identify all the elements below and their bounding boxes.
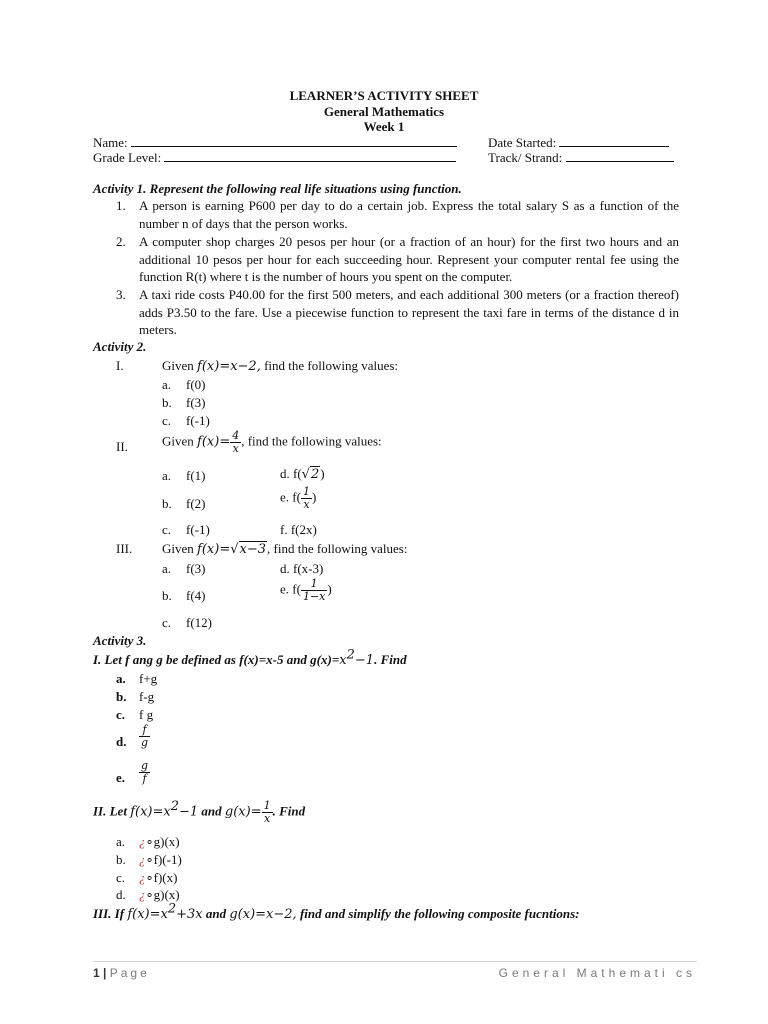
activity1-item-3-text: A taxi ride costs P40.00 for the first 500 meters, and each additional 300 meters (or a fraction thereof) adds P3.50 to the fare. Use a piecewise function to represent the taxi fare in terms of the distance d in meters. [139,287,679,337]
a2-p2-item-d: d. f(√2) [280,466,325,482]
a3-p2-item-a: ¿∘g)(x) [139,834,180,849]
a2-p1-letter-b: b. [162,395,172,410]
a2-part3-line: Given f(x)=√x−3, find the following values: [162,541,408,557]
a3-part1-line: I. Let f ang g be defined as f(x)=x-5 and $g(x)=x^2-1$. Find [93,647,407,668]
subject-title: General Mathematics [323,104,445,119]
a2-p2-letter-c: c. [162,522,172,537]
a2-p2-letter-b: b. [162,496,172,511]
a3-p1-item-e: $\frac{g}{f}$ [141,759,149,785]
a3-part3-line: III. If $f(x)=x^2+3x$ and g(x)=x−2, find and simplify the following composite fucntions: [93,901,580,922]
activity1-item-3-num: 3. [116,287,126,302]
footer-subject: General Mathemati cs [498,966,696,980]
a3-p1-item-d: $\frac{f}{g}$ [141,723,149,749]
footer-page-number: 1 | Page [93,966,150,980]
a2-p3-item-b: f(4) [186,588,206,603]
sqrt-symbol: √2 [301,467,320,482]
a2-p1-item-b: f(3) [186,395,206,410]
a3-p2-letter-d: d. [116,887,126,902]
a2-part3-roman: III. [116,541,133,556]
a2-p3-item-c: f(12) [186,615,212,630]
a2-p2-item-e: e. f( $\frac{1}{x}$ ) [280,485,317,511]
grade-blank[interactable] [164,150,456,162]
a3-p1-letter-e: e. [116,770,126,785]
a2-p3-letter-a: a. [162,561,172,576]
track-label: Track/ Strand: [488,150,563,165]
a2-p1-letter-a: a. [162,377,172,392]
a2-p3-letter-c: c. [162,615,172,630]
a2-p2-item-b: f(2) [186,496,206,511]
a2-part2-fraction: $\frac{4}{x}$ [232,429,240,455]
a2-p2-item-a: f(1) [186,468,206,483]
grade-label: Grade Level: [93,150,162,165]
a2-p2-letter-a: a. [162,468,172,483]
activity1-item-2-num: 2. [116,234,126,249]
activity2-heading: Activity 2. [93,339,147,354]
date-label: Date Started: [488,135,557,150]
a2-p2-item-c: f(-1) [186,522,210,537]
a3-p1-item-b: f-g [139,689,155,704]
name-label: Name: [93,135,128,150]
name-blank[interactable] [131,135,457,147]
name-field [93,135,457,151]
a3-p1-letter-a: a. [116,671,126,686]
a2-p1-letter-c: c. [162,413,172,428]
a2-p3-item-d: d. f(x-3) [280,561,324,576]
a2-p3-item-a: f(3) [186,561,206,576]
a2-part1-function: f(x)=x−2, [197,359,261,374]
a2-part2-roman: II. [116,439,128,454]
a2-part2-line: Given f(x)= $\frac{4}{x}$ , find the following values: [162,429,382,455]
activity1-heading: Activity 1. Represent the following real life situations using function. [93,181,462,196]
a3-p2-item-b: ¿∘f)(-1) [139,852,182,867]
date-field [488,135,669,151]
a2-p1-item-a: f(0) [186,377,206,392]
a2-p3-letter-b: b. [162,588,172,603]
date-blank[interactable] [559,135,669,147]
a3-p1-letter-b: b. [116,689,127,704]
track-blank[interactable] [566,150,674,162]
a2-part1-roman: I. [116,358,124,373]
a3-p2-letter-a: a. [116,834,126,849]
a2-part1-line: Given f(x)=x−2, find the following values: [162,358,399,374]
a3-p1-letter-c: c. [116,707,126,722]
a3-p1-item-a: f+g [139,671,158,686]
a2-p1-item-c: f(-1) [186,413,210,428]
a3-p2-letter-c: c. [116,870,126,885]
footer-divider [93,961,697,962]
activity1-item-2-text: A computer shop charges 20 pesos per hour (or a fraction of an hour) for the first two hours and an additional 10 pesos per hour for each succeeding hour. Represent your computer rental fee using the function R(t) where t is the number of hours you spent on the computer. [139,234,679,284]
sheet-title: LEARNER’S ACTIVITY SHEET [289,88,479,103]
track-field [488,150,674,166]
a3-p2-item-d: ¿∘g)(x) [139,887,180,902]
activity1-item-1-num: 1. [116,198,126,213]
a3-p1-item-c: f g [139,707,154,722]
grade-field [93,150,456,166]
a2-p3-item-e: e. f( $\frac{1}{1-x}$ ) [280,577,332,603]
a2-p2-item-f: f. f(2x) [280,522,317,537]
a3-p2-letter-b: b. [116,852,126,867]
a3-p2-item-c: ¿∘f)(x) [139,870,178,885]
week-title: Week 1 [363,119,405,134]
activity1-item-1-text: A person is earning P600 per day to do a certain job. Express the total salary S as a function of the number n of days that the person works. [139,198,679,231]
a3-part2-line: II. Let $f(x)=x^2-1$ and g(x)= $\frac{1}{x}$ . Find [93,799,306,825]
activity3-heading: Activity 3. [93,633,147,648]
sqrt-symbol: √x−3 [230,542,267,557]
a3-p1-letter-d: d. [116,734,127,749]
